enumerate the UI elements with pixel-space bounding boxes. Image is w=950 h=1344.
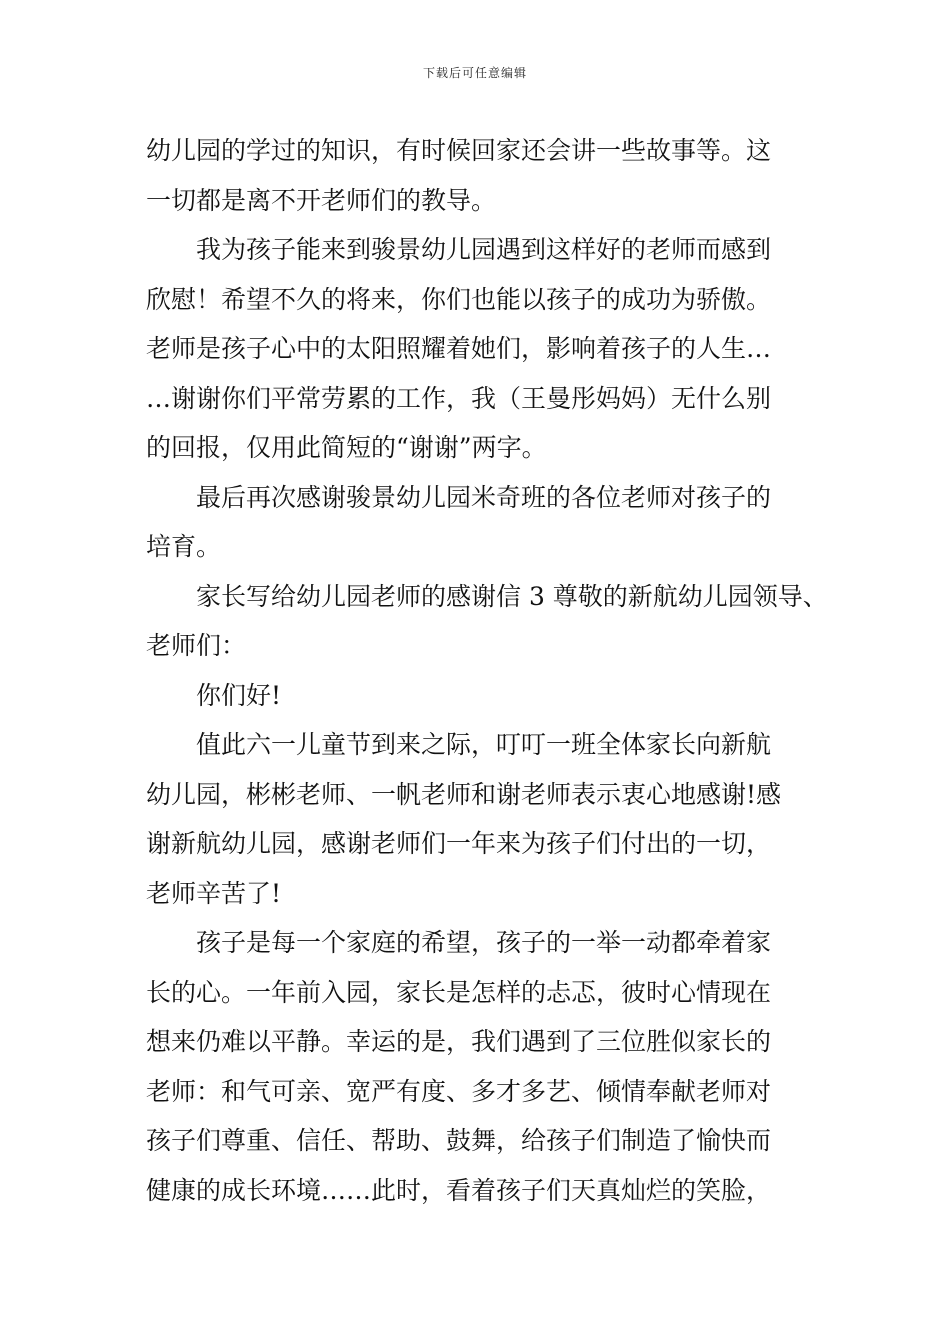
text-line: 老师辛苦了! (146, 878, 282, 908)
text-line: 幼儿园的学过的知识，有时候回家还会讲一些故事等。这 (146, 136, 772, 165)
text-line: 值此六一儿童节到来之际，叮叮一班全体家长向新航 (196, 730, 772, 759)
text-line: 谢新航幼儿园，感谢老师们一年来为孩子们付出的一切， (146, 829, 772, 858)
text-line: 健康的成长环境……此时，看着孩子们天真灿烂的笑脸， (146, 1175, 772, 1205)
text-line: 长的心。一年前入园，家长是怎样的忐忑，彼时心情现在 (146, 977, 772, 1007)
page-header: 下载后可任意编辑 (422, 66, 527, 80)
text-line: 最后再次感谢骏景幼儿园米奇班的各位老师对孩子的 (196, 482, 772, 512)
text-line: 你们好! (196, 680, 282, 710)
text-line: …谢谢你们平常劳累的工作，我（王曼彤妈妈）无什么别 (146, 383, 772, 413)
document-body (146, 126, 826, 1215)
text-line: 欣慰！希望不久的将来，你们也能以孩子的成功为骄傲。 (146, 284, 772, 314)
text-line: 老师：和气可亲、宽严有度、多才多艺、倾情奉献老师对 (146, 1076, 772, 1106)
text-line: 的回报，仅用此简短的“谢谢”两字。 (146, 433, 547, 462)
text-line: 我为孩子能来到骏景幼儿园遇到这样好的老师而感到 (196, 235, 772, 264)
text-line: 孩子们尊重、信任、帮助、鼓舞，给孩子们制造了愉快而 (146, 1126, 772, 1155)
text-line: 培育。 (146, 532, 222, 561)
text-line: 孩子是每一个家庭的希望，孩子的一举一动都牵着家 (196, 928, 772, 957)
text-line: 想来仍难以平静。幸运的是，我们遇到了三位胜似家长的 (146, 1027, 772, 1056)
text-line: 老师们： (146, 631, 247, 660)
text-line: 幼儿园，彬彬老师、一帆老师和谢老师表示衷心地感谢!感 (146, 779, 782, 809)
text-line: 家长写给幼儿园老师的感谢信 3 尊敬的新航幼儿园领导、 (196, 581, 828, 611)
text-line: 老师是孩子心中的太阳照耀着她们，影响着孩子的人生… (146, 334, 772, 363)
text-line: 一切都是离不开老师们的教导。 (146, 185, 497, 215)
